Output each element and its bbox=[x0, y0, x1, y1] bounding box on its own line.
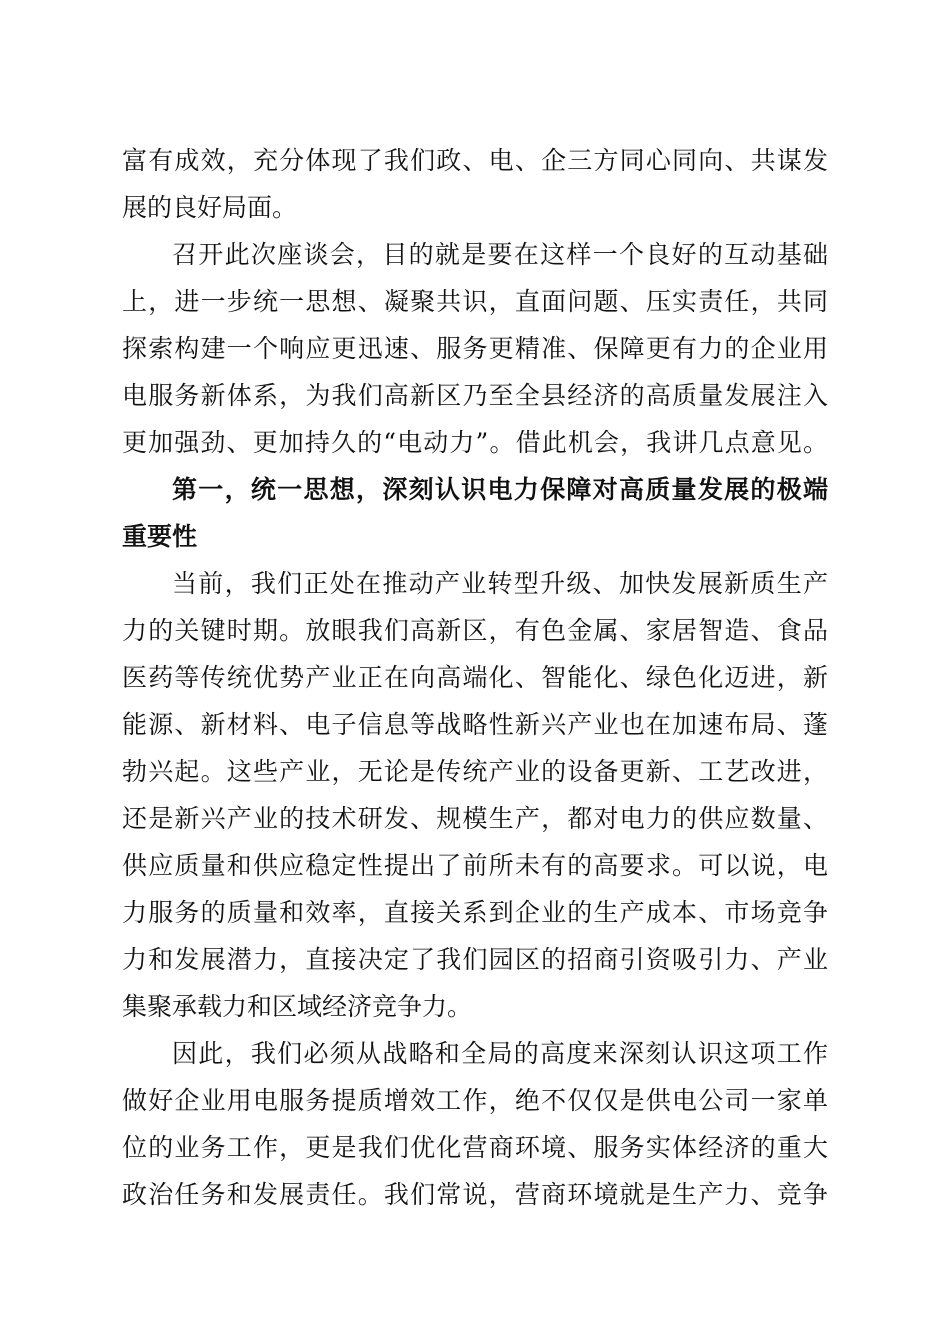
text-line: 位的业务工作，更是我们优化营商环境、服务实体经济的重大 bbox=[122, 1133, 828, 1162]
text-line: 富有成效，充分体现了我们政、电、企三方同心同向、共谋发 bbox=[122, 146, 828, 175]
text-line: 力的关键时期。放眼我们高新区，有色金属、家居智造、食品 bbox=[122, 616, 828, 645]
paragraph-start-line: 当前，我们正处在推动产业转型升级、加快发展新质生产 bbox=[172, 569, 828, 598]
section-heading: 第一，统一思想，深刻认识电力保障对高质量发展的极端 bbox=[172, 475, 828, 504]
text-line: 还是新兴产业的技术研发、规模生产，都对电力的供应数量、 bbox=[122, 804, 828, 833]
paragraph-start-line: 召开此次座谈会，目的就是要在这样一个良好的互动基础 bbox=[172, 240, 828, 269]
text-line: 供应质量和供应稳定性提出了前所未有的高要求。可以说，电 bbox=[122, 851, 828, 880]
text-line: 做好企业用电服务提质增效工作，绝不仅仅是供电公司一家单 bbox=[122, 1086, 828, 1115]
text-line: 能源、新材料、电子信息等战略性新兴产业也在加速布局、蓬 bbox=[122, 710, 828, 739]
text-line: 力和发展潜力，直接决定了我们园区的招商引资吸引力、产业 bbox=[122, 945, 828, 974]
text-line: 勃兴起。这些产业，无论是传统产业的设备更新、工艺改进， bbox=[122, 757, 828, 786]
text-line: 政治任务和发展责任。我们常说，营商环境就是生产力、竞争 bbox=[122, 1180, 828, 1209]
paragraph-start-line: 因此，我们必须从战略和全局的高度来深刻认识这项工作 bbox=[172, 1039, 828, 1068]
text-line: 更加强劲、更加持久的“电动力”。借此机会，我讲几点意见。 bbox=[122, 428, 828, 457]
body-text bbox=[122, 137, 828, 1218]
text-line: 力服务的质量和效率，直接关系到企业的生产成本、市场竞争 bbox=[122, 898, 828, 927]
text-line: 电服务新体系，为我们高新区乃至全县经济的高质量发展注入 bbox=[122, 381, 828, 410]
text-line: 上，进一步统一思想、凝聚共识，直面问题、压实责任，共同 bbox=[122, 287, 828, 316]
text-line: 探索构建一个响应更迅速、服务更精准、保障更有力的企业用 bbox=[122, 334, 828, 363]
section-heading-continued: 重要性 bbox=[122, 522, 198, 551]
text-line: 医药等传统优势产业正在向高端化、智能化、绿色化迈进，新 bbox=[122, 663, 828, 692]
text-line: 集聚承载力和区域经济竞争力。 bbox=[122, 992, 473, 1021]
text-line: 展的良好局面。 bbox=[122, 193, 298, 222]
